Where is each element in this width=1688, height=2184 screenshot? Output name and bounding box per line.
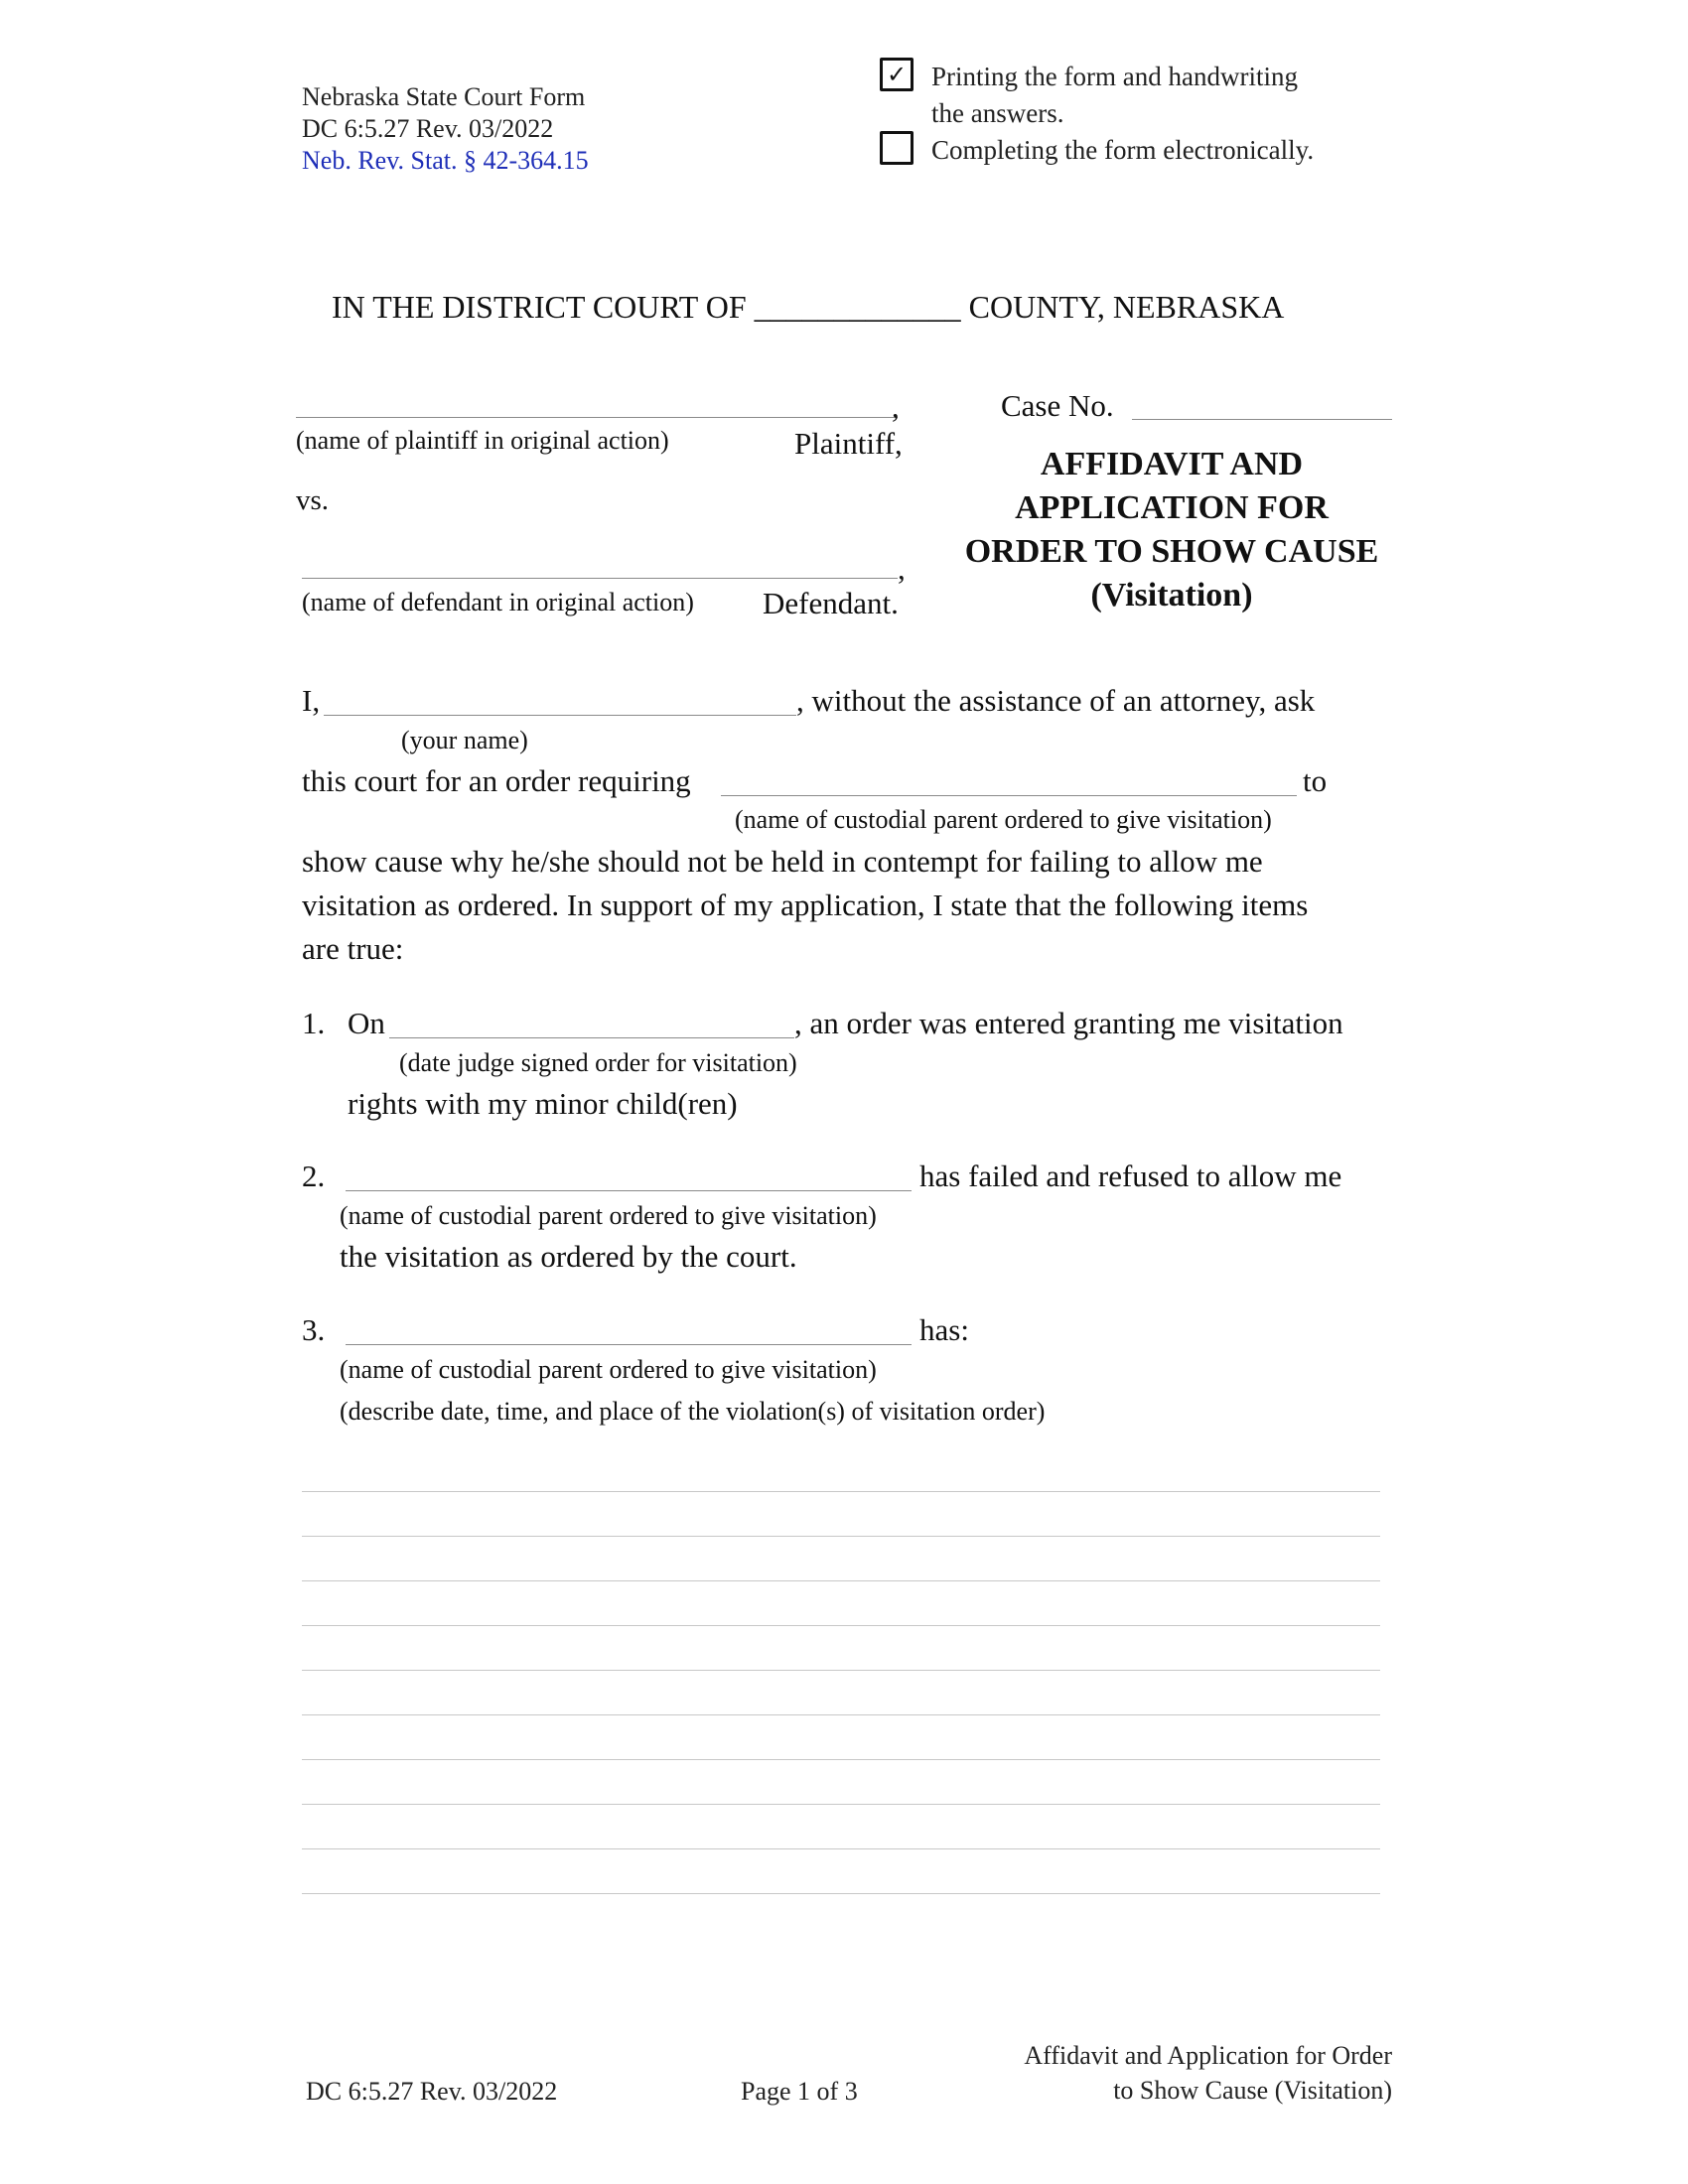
checkmark-icon: ✓	[886, 61, 908, 88]
writing-line[interactable]	[302, 1804, 1380, 1805]
print-option-label: Printing the form and handwriting	[931, 62, 1298, 91]
footer-page-number: Page 1 of 3	[741, 2077, 858, 2106]
item-3-parent-name-line[interactable]	[346, 1344, 912, 1345]
writing-line[interactable]	[302, 1625, 1380, 1626]
court-prefix: IN THE DISTRICT COURT OF	[332, 289, 747, 325]
statute-link[interactable]: Neb. Rev. Stat. § 42-364.15	[302, 146, 589, 175]
order-date-line[interactable]	[389, 1037, 794, 1038]
intro-paragraph-line-1: show cause why he/she should not be held in contempt for failing to allow me	[302, 844, 1263, 879]
print-option-label-continued: the answers.	[931, 98, 1064, 128]
document-title	[933, 443, 1410, 617]
electronic-option-checkbox[interactable]	[880, 131, 914, 165]
item-1-text: , an order was entered granting me visitation	[794, 1006, 1343, 1040]
writing-line[interactable]	[302, 1714, 1380, 1715]
versus-label: vs.	[296, 484, 330, 516]
footer-title-line-2: to Show Cause (Visitation)	[1113, 2076, 1392, 2105]
item-3-text: has:	[919, 1312, 969, 1347]
writing-line[interactable]	[302, 1536, 1380, 1537]
custodial-parent-hint: (name of custodial parent ordered to give visitation)	[735, 805, 1272, 834]
defendant-name-line[interactable]	[302, 578, 898, 579]
item-3-description-hint: (describe date, time, and place of the violation(s) of visitation order)	[340, 1397, 1046, 1426]
footer-title-line-1: Affidavit and Application for Order	[1024, 2041, 1392, 2070]
your-name-line[interactable]	[324, 715, 796, 716]
item-2-text: has failed and refused to allow me	[919, 1159, 1342, 1193]
plaintiff-label: Plaintiff,	[794, 426, 903, 461]
case-number-label: Case No.	[1001, 388, 1114, 423]
item-2-number: 2.	[302, 1159, 326, 1193]
item-1-continuation: rights with my minor child(ren)	[348, 1086, 738, 1121]
item-1-on: On	[348, 1006, 385, 1040]
print-option-checkbox[interactable]	[880, 58, 914, 91]
footer-form-code: DC 6:5.27 Rev. 03/2022	[306, 2077, 558, 2106]
your-name-hint: (your name)	[401, 726, 528, 754]
court-heading	[332, 289, 1284, 325]
title-line-1: AFFIDAVIT AND	[1040, 446, 1304, 482]
plaintiff-name-line[interactable]	[296, 417, 898, 418]
case-number-line[interactable]	[1132, 419, 1392, 420]
court-suffix: COUNTY, NEBRASKA	[968, 289, 1285, 325]
item-2-hint: (name of custodial parent ordered to give visitation)	[340, 1201, 877, 1230]
custodial-parent-line[interactable]	[721, 795, 1297, 796]
item-2-parent-name-line[interactable]	[346, 1190, 912, 1191]
intro-to: to	[1303, 763, 1328, 798]
item-1-number: 1.	[302, 1006, 326, 1040]
item-2-continuation: the visitation as ordered by the court.	[340, 1239, 797, 1274]
plaintiff-hint: (name of plaintiff in original action)	[296, 426, 669, 455]
form-name: Nebraska State Court Form	[302, 82, 586, 111]
title-line-4: (Visitation)	[1090, 577, 1253, 614]
electronic-option-label: Completing the form electronically.	[931, 135, 1315, 165]
plaintiff-comma: ,	[892, 389, 900, 424]
item-3-hint: (name of custodial parent ordered to give visitation)	[340, 1355, 877, 1384]
title-line-3: ORDER TO SHOW CAUSE	[964, 533, 1379, 570]
writing-line[interactable]	[302, 1670, 1380, 1671]
defendant-hint: (name of defendant in original action)	[302, 588, 694, 616]
writing-line[interactable]	[302, 1893, 1380, 1894]
item-3-number: 3.	[302, 1312, 326, 1347]
intro-after-name: , without the assistance of an attorney, ask	[796, 683, 1316, 718]
defendant-label: Defendant.	[763, 586, 899, 620]
intro-i-label: I,	[302, 683, 321, 718]
intro-paragraph-line-2: visitation as ordered. In support of my application, I state that the following items	[302, 887, 1309, 922]
county-blank[interactable]: _____________	[754, 289, 961, 325]
intro-paragraph-line-3: are true:	[302, 931, 404, 966]
writing-line[interactable]	[302, 1580, 1380, 1581]
intro-requiring: this court for an order requiring	[302, 763, 691, 798]
writing-line[interactable]	[302, 1491, 1380, 1492]
form-code: DC 6:5.27 Rev. 03/2022	[302, 114, 554, 143]
title-line-2: APPLICATION FOR	[1015, 489, 1329, 526]
writing-line[interactable]	[302, 1759, 1380, 1760]
writing-line[interactable]	[302, 1848, 1380, 1849]
defendant-comma: ,	[898, 551, 906, 586]
order-date-hint: (date judge signed order for visitation)	[399, 1048, 797, 1077]
